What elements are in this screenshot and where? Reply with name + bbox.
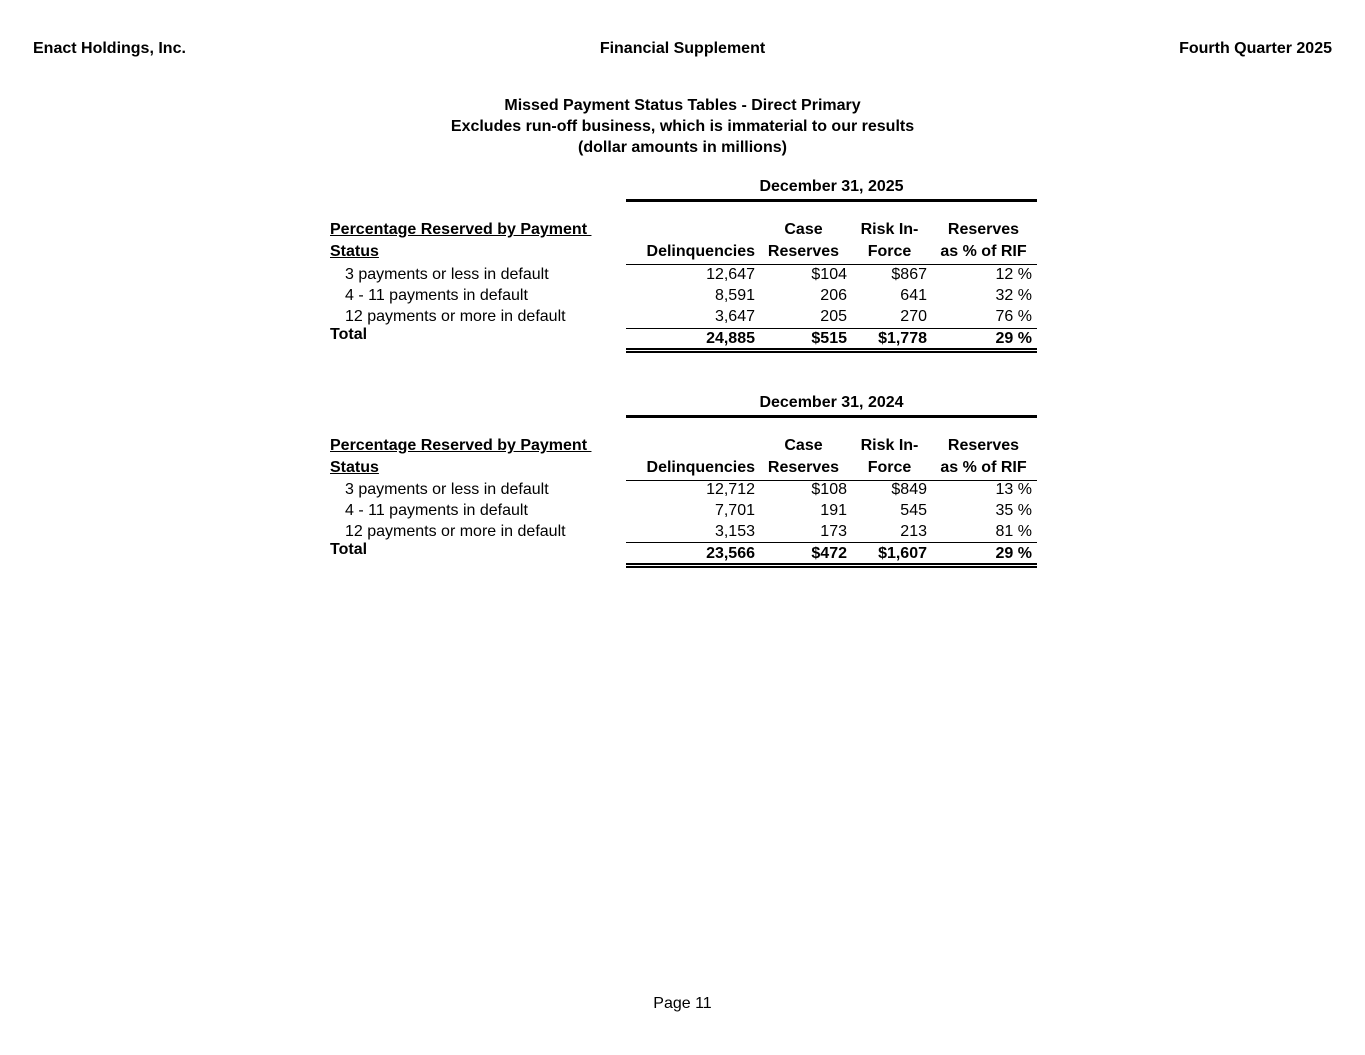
table-row: 12 payments or more in default 3,647 205 270 76 % (345, 308, 1032, 325)
page-number: Page 11 (653, 995, 712, 1012)
rif-header-line2: Force (867, 459, 912, 476)
rif-header-line2: Force (867, 243, 912, 260)
delinquencies-header: Delinquencies (646, 459, 755, 476)
status-header-line1: Percentage Reserved by Payment (330, 221, 592, 238)
total-double-rule (626, 348, 1037, 353)
pct-header-line1: Reserves (947, 221, 1020, 238)
company-name: Enact Holdings, Inc. (33, 40, 186, 57)
status-header-line2: Status (330, 459, 379, 476)
report-period: Fourth Quarter 2025 (1179, 40, 1332, 57)
pct-header-line2: as % of RIF (940, 243, 1027, 260)
case-reserves-header-line1: Case (784, 437, 823, 454)
period-heading: December 31, 2025 (759, 178, 904, 195)
total-double-rule (626, 563, 1037, 568)
status-header-line2: Status (330, 243, 379, 260)
rif-header-line1: Risk In- (860, 437, 919, 454)
pct-header-line1: Reserves (947, 437, 1020, 454)
pct-header-line2: as % of RIF (940, 459, 1027, 476)
table-row: 4 - 11 payments in default 8,591 206 641 32 % (345, 287, 1032, 304)
table-row: 3 payments or less in default 12,647 $104 $867 12 % (345, 266, 1032, 283)
section-titles (0, 95, 1365, 158)
total-row: Total 23,566 $472 $1,607 29 % (330, 541, 1032, 562)
rif-header-line1: Risk In- (860, 221, 919, 238)
status-header-line1: Percentage Reserved by Payment (330, 437, 592, 454)
section-subtitle: Excludes run-off business, which is immaterial to our results (450, 118, 915, 135)
period-rule (626, 415, 1037, 418)
case-reserves-header-line1: Case (784, 221, 823, 238)
section-title: Missed Payment Status Tables - Direct Primary (504, 97, 861, 114)
period-rule (626, 199, 1037, 202)
total-row: Total 24,885 $515 $1,778 29 % (330, 326, 1032, 347)
table-row: 4 - 11 payments in default 7,701 191 545 35 % (345, 502, 1032, 519)
case-reserves-header-line2: Reserves (767, 243, 840, 260)
delinquencies-header: Delinquencies (646, 243, 755, 260)
table-row: 3 payments or less in default 12,712 $108 $849 13 % (345, 481, 1032, 498)
period-heading: December 31, 2024 (759, 394, 904, 411)
document-title: Financial Supplement (599, 40, 766, 57)
table-row: 12 payments or more in default 3,153 173 213 81 % (345, 523, 1032, 540)
case-reserves-header-line2: Reserves (767, 459, 840, 476)
units-note: (dollar amounts in millions) (578, 139, 787, 156)
